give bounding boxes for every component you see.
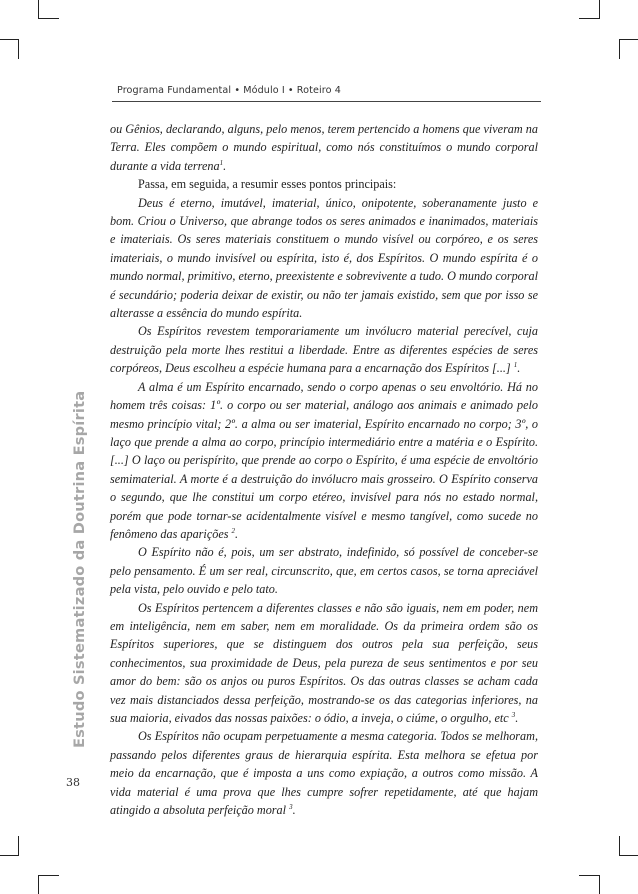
crop-mark xyxy=(579,18,600,19)
paragraph: A alma é um Espírito encarnado, sendo o corpo apenas o seu envoltório. Há no homem três coisas: 1º. o corpo ou ser material, análogo aos animais e animado pelo mesmo princípio vital; 2º. a alma ou ser imaterial, Espírito encarnado no corpo; 3º, o laço que prende a alma ao corpo, princípio intermediário entre a matéria e o Espírito. [...] O laço ou perispírito, que prende ao corpo o Espírito, é uma espécie de envoltório semimaterial. A morte é a destruição do invólucro mais grosseiro. O Espírito conserva o segundo, que lhe constitui um corpo etéreo, invisível para nós no estado normal, porém que pode tornar-se acidentalmente visível e mesmo tangível, como sucede no fenômeno das aparições $^2$. xyxy=(110,379,538,541)
crop-mark xyxy=(599,876,600,894)
footnote-ref: 3 xyxy=(511,710,516,719)
side-title: Estudo Sistematizado da Doutrina Espírita xyxy=(71,390,88,748)
footnote-ref: 2 xyxy=(231,526,236,535)
crop-mark xyxy=(38,875,59,876)
header-rule xyxy=(112,101,541,102)
crop-mark xyxy=(38,876,39,894)
paragraph: Os Espíritos revestem temporariamente um invólucro material perecível, cuja destruição pela morte lhes restitui a liberdade. Entre as diferentes espécies de seres corpóreos, Deus escolheu a espécie humana para a encarnação dos Espíritos [...] $^1$. xyxy=(110,324,538,376)
crop-mark xyxy=(38,0,39,18)
paragraph: Passa, em seguida, a resumir esses pontos principais: xyxy=(138,177,397,192)
crop-mark xyxy=(620,39,638,40)
footnote-ref: 1 xyxy=(219,158,224,167)
crop-mark xyxy=(579,875,600,876)
crop-mark xyxy=(18,39,19,59)
crop-mark xyxy=(619,39,620,59)
crop-mark xyxy=(18,836,19,856)
footnote-ref: 1 xyxy=(513,361,518,370)
paragraph: O Espírito não é, pois, um ser abstrato, indefinido, só possível de conceber-se pelo pensamento. É um ser real, circunscrito, que, em certos casos, se torna apreciável pela vista, pelo ouvido e pelo tato. xyxy=(110,545,538,597)
paragraph: Deus é eterno, imutável, imaterial, único, onipotente, soberanamente justo e bom. Criou o Universo, que abrange todos os seres animados e inanimados, materiais e imateriais. Os seres materiais constituem o mundo visível ou corpóreo, e os seres imateriais, o mundo invisível ou espírita, isto é, dos Espíritos. O mundo espírita é o mundo normal, primitivo, eterno, preexistente e sobrevivente a tudo. O mundo corporal é secundário; poderia deixar de existir, ou não ter jamais existido, sem que por isso se alterasse a essência do mundo espírita. xyxy=(110,195,538,321)
page-number: 38 xyxy=(66,776,80,789)
crop-mark xyxy=(0,855,18,856)
footnote-ref: 3 xyxy=(289,802,293,811)
body-text xyxy=(110,120,538,819)
crop-mark xyxy=(619,836,620,856)
paragraph: ou Gênios, declarando, alguns, pelo menos, terem pertencido a homens que viveram na Terra. Eles compõem o mundo espiritual, como nós constituímos o mundo corporal durante a vida terrena$^1$. xyxy=(110,122,538,173)
crop-mark xyxy=(620,855,638,856)
paragraph: Os Espíritos não ocupam perpetuamente a mesma categoria. Todos se melhoram, passando pelos diferentes graus de hierarquia espírita. Esta melhora se efetua por meio da encarnação, que é imposta a uns como expiação, a outros como missão. A vida material é uma prova que lhes cumpre sofrer repetidamente, até que hajam atingido a absoluta perfeição moral $^3$. xyxy=(110,729,538,818)
crop-mark xyxy=(599,0,600,18)
crop-mark xyxy=(0,39,18,40)
crop-mark xyxy=(38,18,59,19)
paragraph: Os Espíritos pertencem a diferentes classes e não são iguais, nem em poder, nem em inteligência, nem em saber, nem em moralidade. Os da primeira ordem são os Espíritos superiores, que se distinguem dos outros pela sua perfeição, seus conhecimentos, sua proximidade de Deus, pela pureza de seus sentimentos e por seu amor do bem: são os anjos ou puros Espíritos. Os das outras classes se acham cada vez mais distanciados dessa perfeição, mostrando-se os das categorias inferiores, na sua maioria, eivados das nossas paixões: o ódio, a inveja, o ciúme, o orgulho, etc $^3$. xyxy=(110,600,538,725)
running-header: Programa Fundamental • Módulo I • Roteiro 4 xyxy=(117,85,341,96)
